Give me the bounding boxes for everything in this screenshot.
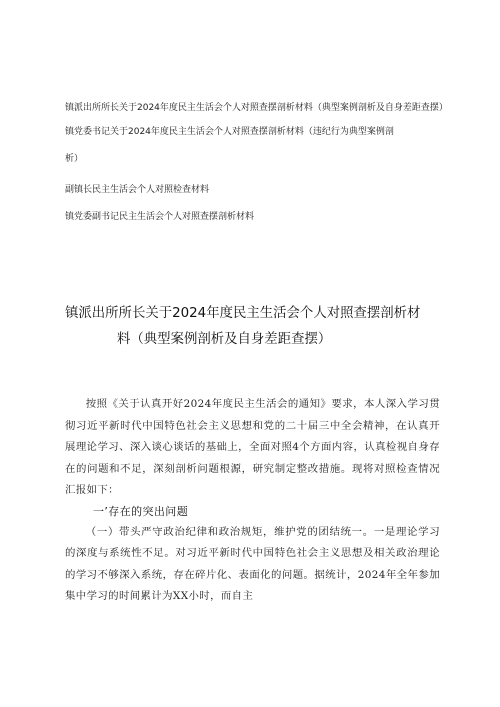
- toc-item-1: 镇派出所所长关于2024年度民主生活会个人对照查摆剖析材料（典型案例剖析及自身差距查摆）: [65, 103, 448, 113]
- toc-item-2-line-1: 镇党委书记关于2024年度民主生活会个人对照查摆剖析材料（违纪行为典型案例剖: [65, 127, 394, 137]
- document-body: [65, 394, 440, 608]
- table-of-contents: [65, 101, 448, 225]
- section-heading: 一’存在的突出问题: [93, 504, 189, 518]
- intro-paragraph: 按照《关于认真开好2024年度民主生活会的通知》要求，本人深入学习贯彻习近平新时代中国特色社会主义思想和党的二十届三中全会精神，在认真开展理论学习、深入谈心谈话的基础上，全面对照4个方面内容，认真检视自身存在的问题和不足，深刻剖析问题根源，研究制定整改措施。现将对照检查情况汇报如下：: [65, 398, 440, 496]
- title-line-1: 镇派出所所长关于2024年度民主生活会个人对照查摆剖析材: [65, 306, 421, 321]
- toc-item-4: 镇党委副书记民主生活会个人对照查摆剖析材料: [65, 212, 255, 222]
- body-paragraph: （一）带头严守政治纪律和政治规矩，维护党的团结统一。一是理论学习的深度与系统性不足。对习近平新时代中国特色社会主义思想及相关政治理论的学习不够深入系统，存在碎片化、表面化的问题。据统计，2024年全年参加集中学习的时间累计为XX小时，而自主: [65, 525, 440, 602]
- toc-item-3: 副镇长民主生活会个人对照检查材料: [65, 185, 210, 195]
- title-line-2: 料（典型案例剖析及自身差距查摆）: [117, 332, 332, 347]
- document-title: [65, 301, 440, 353]
- toc-item-2-line-2: 析）: [65, 154, 84, 164]
